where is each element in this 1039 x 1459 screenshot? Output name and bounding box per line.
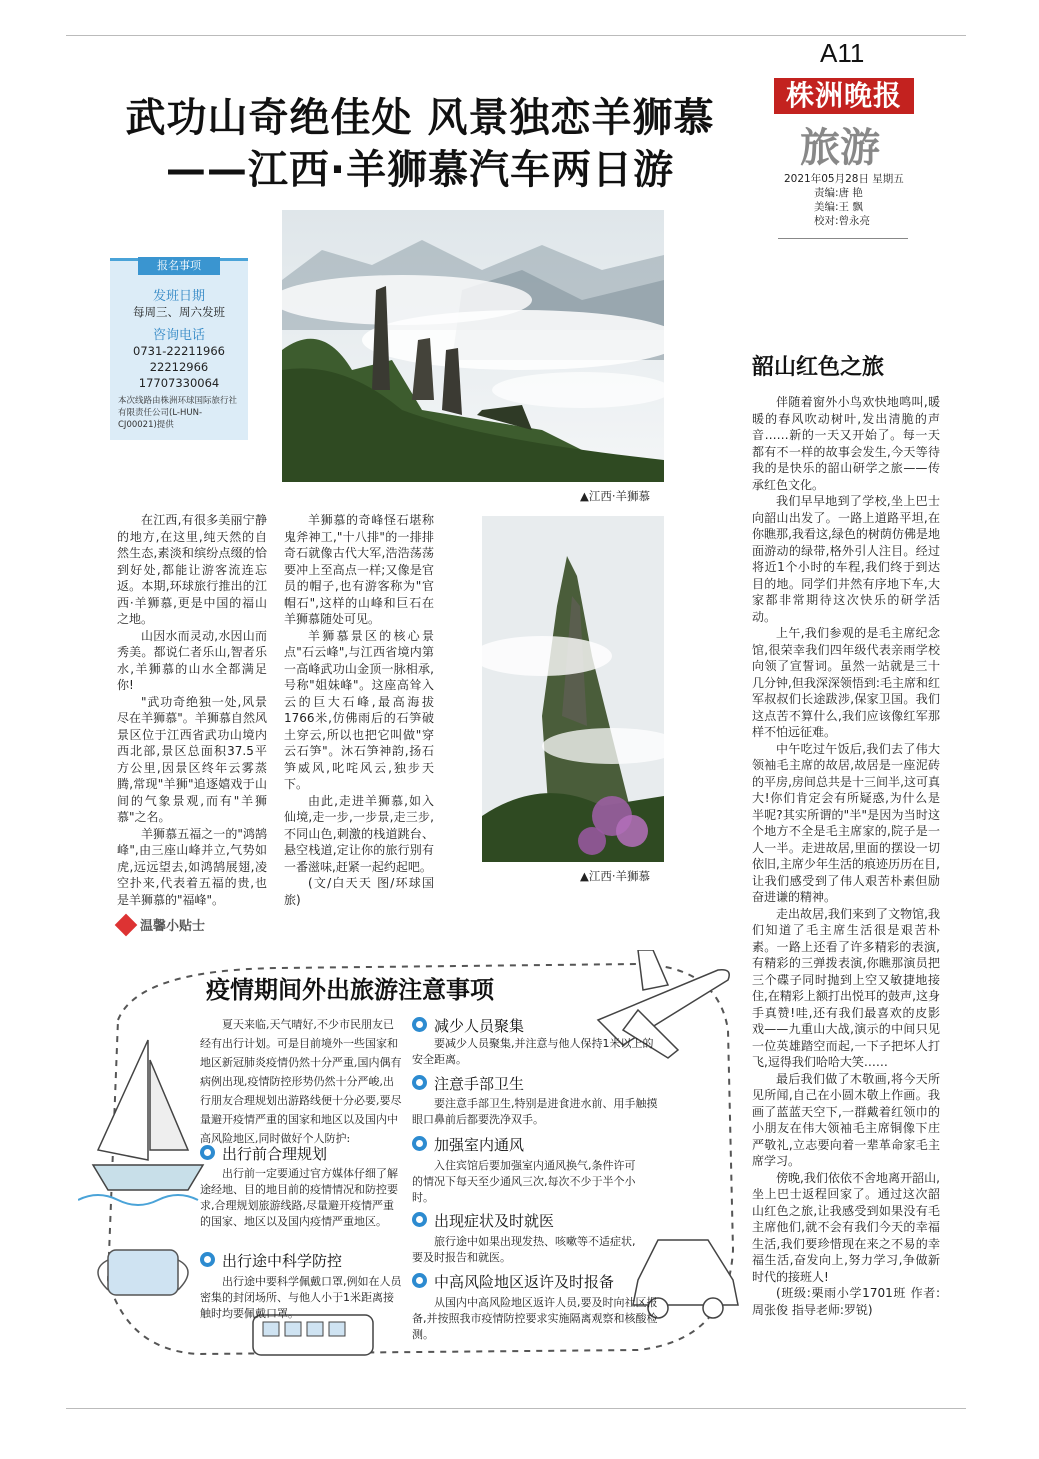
tip-heading	[412, 1015, 524, 1036]
headline-line1: 武功山奇绝佳处 风景独恋羊狮慕	[125, 95, 715, 141]
tip-heading	[200, 1250, 342, 1271]
photo2-caption: ▲江西·羊狮慕	[580, 869, 650, 883]
right-paragraph: 我们早早地到了学校,坐上巴士向韶山出发了。一路上道路平坦,在你瞧那,我看这,绿色的树荫仿佛是地面游动的绿带,格外引人注目。经过将近1个小时的车程,我们终于到达目的地。同学们井然有序地下车,大家都非常期待这次快乐的研学活动。	[752, 494, 940, 624]
top-rule	[66, 35, 966, 36]
tip-heading-text: 出现症状及时就医	[434, 1212, 555, 1230]
right-article-title: 韶山红色之旅	[752, 355, 885, 380]
phone-1: 0731-22211966	[133, 344, 225, 358]
headline-line2: ——江西·羊狮慕汽车两日游	[165, 147, 675, 193]
article-paragraph: "武功奇绝独一处,风景尽在羊狮慕"。羊狮慕自然风景区位于江西省武功山境内西北部,景区总面积37.5平方公里,因景区终年云雾蒸腾,常现"羊狮"追逐嬉戏于山间的气象景观,而有"羊狮慕"之名。	[117, 694, 267, 824]
right-paragraph: 走出故居,我们来到了文物馆,我们知道了毛主席生活很是艰苦朴素。一路上还看了许多精彩的表演,有精彩的三弹拨表演,你瞧那演员把三个碟子同时抛到上空又敏捷地接住,在精彩上额打出悦耳的鼓声,这身手真赞!哇,还有我们最喜欢的皮影戏——九重山大战,演示的中间只见一位英雄踏空而起,一下子把坏人打飞,逗得我们哈哈大笑……	[752, 906, 940, 1069]
info-section-departure: 发班日期	[152, 289, 205, 304]
page-number: A11	[820, 38, 865, 68]
tip-heading	[412, 1271, 614, 1292]
bottom-rule	[66, 1408, 966, 1409]
article-paragraph: 羊狮慕五福之一的"鸿鹄峰",由三座山峰并立,气势如虎,远远望去,如鸿鹄展翅,凌空扑来,代表着五福的贵,也是羊狮慕的"福峰"。	[117, 826, 267, 907]
tip-heading-text: 出行前合理规划	[222, 1145, 328, 1163]
article-paragraph: 山因水而灵动,水因山而秀美。都说仁者乐山,智者乐水,羊狮慕的山水全都满足你!	[117, 628, 267, 692]
masthead-rule	[778, 238, 908, 239]
tip-body: 要注意手部卫生,特别是进食进水前、用手触摸眼口鼻前后都要洗净双手。	[412, 1097, 658, 1126]
tip-heading-text: 注意手部卫生	[434, 1075, 525, 1093]
article-paragraph: 羊狮慕的奇峰怪石堪称鬼斧神工,"十八排"的一排排奇石就像古代大军,浩浩荡荡要冲上至高点一样;又像是官员的帽子,也有游客称为"官帽石",这样的山峰和巨石在羊狮慕随处可见。	[284, 513, 434, 626]
photo1-caption: ▲江西·羊狮慕	[580, 489, 650, 503]
issue-date: 2021年05月28日 星期五	[784, 173, 904, 185]
tip-heading	[412, 1134, 524, 1155]
proofreader: 校对:曾永亮	[814, 215, 871, 227]
right-byline: (班级:栗雨小学1701班 作者:周张俊 指导老师:罗锐)	[752, 1286, 940, 1317]
tip-heading	[412, 1210, 554, 1231]
tag-marker-icon	[115, 914, 138, 937]
bullet-icon	[200, 1145, 215, 1160]
right-article-body	[752, 394, 940, 1318]
bullet-icon	[412, 1273, 427, 1288]
newspaper-masthead: 株洲晚报	[774, 78, 914, 114]
tip-body: 旅行途中如果出现发热、咳嗽等不适症状,要及时报告和就医。	[412, 1235, 636, 1264]
right-paragraph: 上午,我们参观的是毛主席纪念馆,很荣幸我们四年级代表亲雨学校向领了宣誓词。虽然一站就是三十几分钟,但我深深领悟到:毛主席和红军叔叔们长途跋涉,保家卫国。我们这点苦不算什么,我们应该像红军那样不怕远征难。	[752, 626, 940, 739]
tips-tag	[118, 915, 205, 937]
bullet-icon	[412, 1075, 427, 1090]
info-section-phone: 咨询电话	[152, 328, 205, 343]
headline	[100, 92, 740, 196]
bullet-icon	[200, 1252, 215, 1267]
tip-body: 入住宾馆后要加强室内通风换气,条件许可的情况下每天至少通风三次,每次不少于半个小时。	[412, 1159, 636, 1204]
right-paragraph: 伴随着窗外小鸟欢快地鸣叫,暖暖的春风吹动树叶,发出清脆的声音……新的一天又开始了。每一天都有不一样的故事会发生,今天等待我的是快乐的韶山研学之旅——传承红色文化。	[752, 395, 940, 492]
tips-tag-label: 温馨小贴士	[140, 919, 206, 934]
face-mask-icon	[98, 1250, 188, 1295]
tip-heading-text: 出行途中科学防控	[222, 1252, 343, 1270]
article-column-1	[117, 512, 267, 908]
right-paragraph: 最后我们做了木敬画,将今天所见所闻,自己在小圆木敬上作画。我画了蓝蓝天空下,一群戴着红领巾的小朋友在伟大领袖毛主席铜像下庄严敬礼,立志要向着一辈革命家毛主席学习。	[752, 1071, 940, 1168]
registration-info-box	[110, 258, 248, 440]
bullet-icon	[412, 1212, 427, 1227]
info-note: 本次线路由株洲环球国际旅行社有限责任公司(L-HUN-CJ00021)提供	[118, 396, 238, 430]
tip-body: 从国内中高风险地区返许人员,要及时向社区报备,并按照我市疫情防控要求实施隔离观察和核酸检测。	[412, 1296, 658, 1341]
tip-heading-text: 中高风险地区返许及时报备	[434, 1273, 615, 1291]
tips-title: 疫情期间外出旅游注意事项	[206, 976, 494, 1004]
article-paragraph: 羊狮慕景区的核心景点"石云峰",与江西省境内第一高峰武功山金顶一脉相承,号称"姐妹峰"。这座高耸入云的巨大石峰,最高海拔1766米,仿佛雨后的石笋破土穿云,所以也把它叫做"穿云石笋"。沐石笋神韵,扬石笋威风,叱咤风云,独步天下。	[284, 628, 434, 791]
masthead-meta	[784, 172, 904, 228]
tip-heading	[412, 1073, 524, 1094]
editor: 责编:唐 艳	[814, 187, 863, 199]
tips-intro	[200, 1015, 402, 1148]
tip-heading-text: 加强室内通风	[434, 1136, 525, 1154]
tip-heading	[200, 1143, 327, 1164]
section-name: 旅游	[800, 124, 880, 171]
article-column-2	[284, 512, 434, 908]
bullet-icon	[412, 1017, 427, 1032]
article-paragraph: 由此,走进羊狮慕,如入仙境,走一步,一步景,走三步,不同山色,刺激的栈道跳台、悬空栈道,定让你的旅行别有一番滋味,赶紧一起约起吧。	[284, 793, 434, 874]
article-byline: (文/白天天 图/环球国旅)	[284, 876, 434, 907]
right-paragraph: 中午吃过午饭后,我们去了伟大领袖毛主席的故居,故居是一座泥砖的平房,房间总共是十三间半,这可真大!你们肯定会有所疑惑,为什么是半呢?其实所谓的"半"是因为当时这个地方不全是毛主席家的,院子是一人一半。走进故居,里面的摆设一切依旧,主席少年生活的痕迹历历在目,让我们感受到了伟人艰苦朴素但励奋进谦的精神。	[752, 741, 940, 904]
tip-heading-text: 减少人员聚集	[434, 1017, 525, 1035]
bullet-icon	[412, 1136, 427, 1151]
tip-body: 要减少人员聚集,并注意与他人保持1米以上的安全距离。	[412, 1037, 654, 1066]
sailboat-icon	[78, 1040, 203, 1205]
right-paragraph: 傍晚,我们依依不舍地离开韶山,坐上巴士返程回家了。通过这次韶山红色之旅,让我感受到如果没有毛主席他们,就不会有我们今天的幸福生活,我们要珍惜现在来之不易的幸福生活,奋发向上,努力学习,争做新时代的接班人!	[752, 1170, 940, 1284]
tip-body: 出行途中要科学佩戴口罩,例如在人员密集的封闭场所、与他人小于1米距离接触时均要佩戴口罩。	[200, 1275, 402, 1320]
tip-body: 出行前一定要通过官方媒体仔细了解途经地、目的地目前的疫情情况和防控要求,合理规划旅游线路,尽量避开疫情严重的国家、地区以及国内疫情严重地区。	[200, 1167, 398, 1228]
info-tag: 报名事项	[138, 257, 220, 275]
phone-3: 17707330064	[138, 376, 220, 390]
departure-days: 每周三、周六发班	[133, 305, 225, 319]
art-editor: 美编:王 飘	[814, 201, 863, 213]
mountain-photo-2	[482, 516, 664, 862]
phone-2: 22212966	[149, 360, 209, 374]
tips-intro-text: 夏天来临,天气晴好,不少市民朋友已经有出行计划。可是目前境外一些国家和地区新冠肺炎疫情仍然十分严重,国内偶有病例出现,疫情防控形势仍然十分严峻,出行朋友合理规划出游路线便十分必要,要尽量避开疫情严重的国家和地区以及国内中高风险地区,同时做好个人防护:	[200, 1018, 402, 1145]
article-paragraph: 在江西,有很多美丽宁静的地方,在这里,纯天然的自然生态,素淡和缤纷点缀的恰到好处,都能让游客流连忘返。本期,环球旅行推出的江西·羊狮慕,更是中国的福山之地。	[117, 513, 267, 626]
mountain-photo-1	[282, 210, 664, 482]
